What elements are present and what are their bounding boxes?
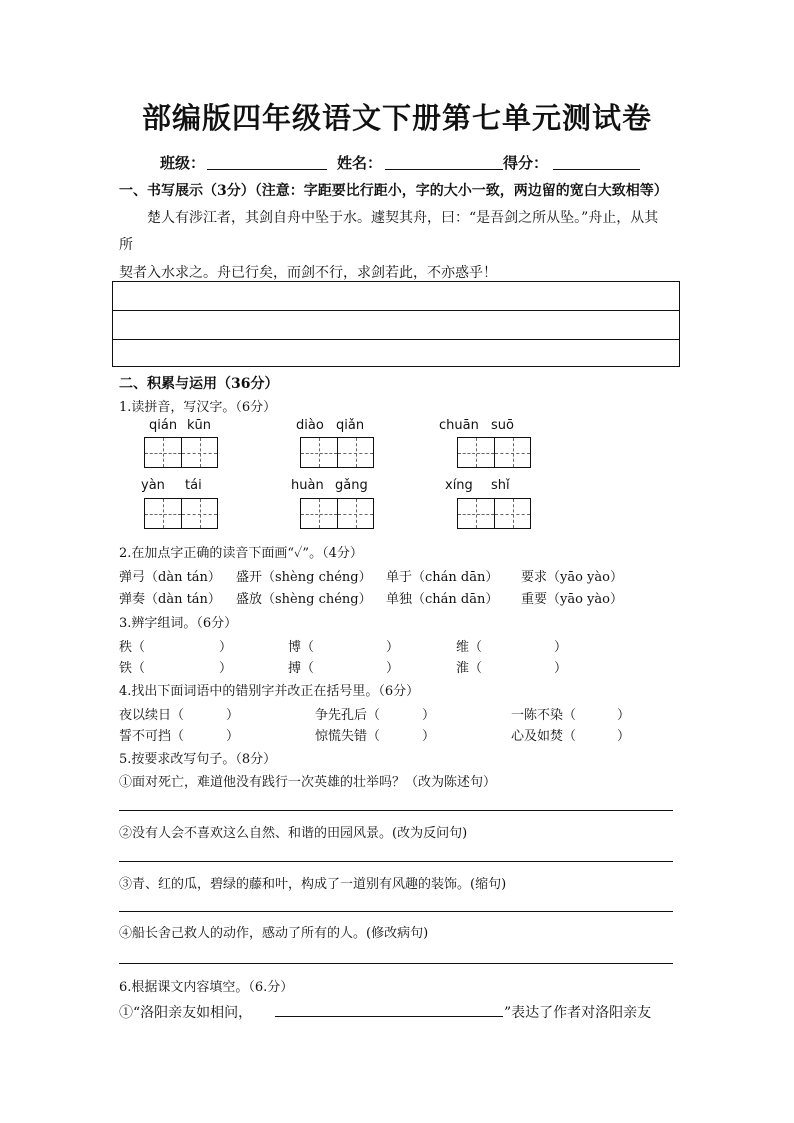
pinyin: yàn (141, 478, 165, 493)
q5-label: 5.按要求改写句子。（8分） (119, 752, 277, 767)
name-blank[interactable] (385, 168, 503, 170)
pinyin: xíng (445, 478, 473, 493)
rewrite-item-3: ③青、红的瓜，碧绿的藤和叶，构成了一道别有风趣的装饰。(缩句) (119, 877, 507, 892)
passage-line-3: 契者入水求之。舟已行矣，而剑不行，求剑若此，不亦惑乎！ (119, 265, 497, 281)
q4-label: 4.找出下面词语中的错别字并改正在括号里。（6分） (119, 684, 420, 699)
poem-blank[interactable] (275, 1015, 503, 1017)
answer-line[interactable] (119, 861, 673, 862)
char-prompt: 铁（ (119, 661, 146, 676)
pinyin: qián (149, 418, 178, 433)
reading-option[interactable]: 弹奏（dàn tán） (119, 592, 221, 607)
tianzige-grid[interactable] (144, 498, 218, 529)
page-title: 部编版四年级语文下册第七单元测试卷 (141, 101, 652, 135)
word-prompt: 一陈不染（ (511, 708, 577, 723)
close-paren: ） (386, 640, 400, 655)
writing-box[interactable] (112, 281, 680, 367)
tianzige-grid[interactable] (300, 498, 374, 529)
pinyin: qiǎn (336, 418, 365, 433)
q6-label: 6.根据课文内容填空。（6.分） (119, 980, 294, 995)
word-prompt: 誓不可挡（ (119, 729, 185, 744)
class-label: 班级： (160, 154, 206, 172)
tianzige-grid[interactable] (144, 437, 218, 468)
reading-option[interactable]: 重要（yāo yào） (521, 592, 623, 607)
reading-option[interactable]: 弹弓（dàn tán） (119, 570, 221, 585)
answer-line[interactable] (119, 810, 673, 811)
close-paren: ） (226, 729, 240, 744)
pinyin: suō (491, 418, 514, 433)
char-prompt: 淮（ (456, 661, 483, 676)
close-paren: ） (226, 708, 240, 723)
close-paren: ） (617, 729, 631, 744)
pinyin: gǎng (335, 478, 368, 493)
word-prompt: 惊慌失错（ (315, 729, 381, 744)
reading-option[interactable]: 盛放（shèng chéng） (236, 592, 372, 607)
char-prompt: 博（ (288, 640, 315, 655)
reading-option[interactable]: 单于（chán dān） (386, 570, 499, 585)
answer-line[interactable] (119, 911, 673, 912)
pinyin: kūn (187, 418, 212, 433)
rewrite-item-2: ②没有人会不喜欢这么自然、和谐的田园风景。(改为反问句) (119, 826, 468, 841)
pinyin: tái (185, 478, 202, 493)
close-paren: ） (617, 708, 631, 723)
char-prompt: 秩（ (119, 640, 146, 655)
name-label: 姓名： (337, 154, 383, 172)
class-blank[interactable] (207, 168, 327, 170)
close-paren: ） (554, 661, 568, 676)
q6-line-start: ①“洛阳亲友如相问， (119, 1005, 253, 1021)
rewrite-item-4: ④船长舍己救人的动作，感动了所有的人。(修改病句) (119, 926, 429, 941)
answer-line[interactable] (119, 963, 673, 964)
char-prompt: 维（ (456, 640, 483, 655)
close-paren: ） (554, 640, 568, 655)
pinyin: chuān (439, 418, 479, 433)
tianzige-grid[interactable] (300, 437, 374, 468)
close-paren: ） (422, 729, 436, 744)
score-label: 得分： (503, 154, 549, 172)
char-prompt: 搏（ (288, 661, 315, 676)
pinyin: diào (296, 418, 324, 433)
word-prompt: 夜以续日（ (119, 708, 185, 723)
tianzige-grid[interactable] (457, 437, 531, 468)
close-paren: ） (219, 640, 233, 655)
passage-line-2: 所 (119, 237, 133, 253)
passage-line-1: 楚人有涉江者，其剑自舟中坠于水。遽契其舟，曰：“是吾剑之所从坠。”舟止，从其 (147, 210, 659, 226)
score-blank[interactable] (553, 168, 640, 170)
word-prompt: 争先孔后（ (315, 708, 381, 723)
section1-heading: 一、书写展示（3分）（注意：字距要比行距小，字的大小一致，两边留的宽白大致相等） (119, 183, 668, 199)
reading-option[interactable]: 要求（yāo yào） (521, 570, 623, 585)
reading-option[interactable]: 盛开（shèng chéng） (236, 570, 372, 585)
close-paren: ） (422, 708, 436, 723)
reading-option[interactable]: 单独（chán dān） (386, 592, 499, 607)
q2-label: 2.在加点字正确的读音下面画“✓”。（4分） (119, 546, 363, 561)
q1-label: 1.读拼音，写汉字。（6分） (119, 400, 277, 415)
q3-label: 3.辨字组词。（6分） (119, 616, 238, 631)
rewrite-item-1: ①面对死亡，难道他没有践行一次英雄的壮举吗？（改为陈述句） (119, 775, 497, 790)
pinyin: shǐ (491, 478, 510, 493)
tianzige-grid[interactable] (457, 498, 531, 529)
close-paren: ） (386, 661, 400, 676)
writing-line (113, 310, 679, 311)
pinyin: huàn (291, 478, 324, 493)
q6-line-end: ”表达了作者对洛阳亲友 (504, 1005, 652, 1021)
section2-heading: 二、积累与运用（36分） (119, 376, 279, 392)
writing-line (113, 339, 679, 340)
close-paren: ） (219, 661, 233, 676)
word-prompt: 心及如焚（ (511, 729, 577, 744)
